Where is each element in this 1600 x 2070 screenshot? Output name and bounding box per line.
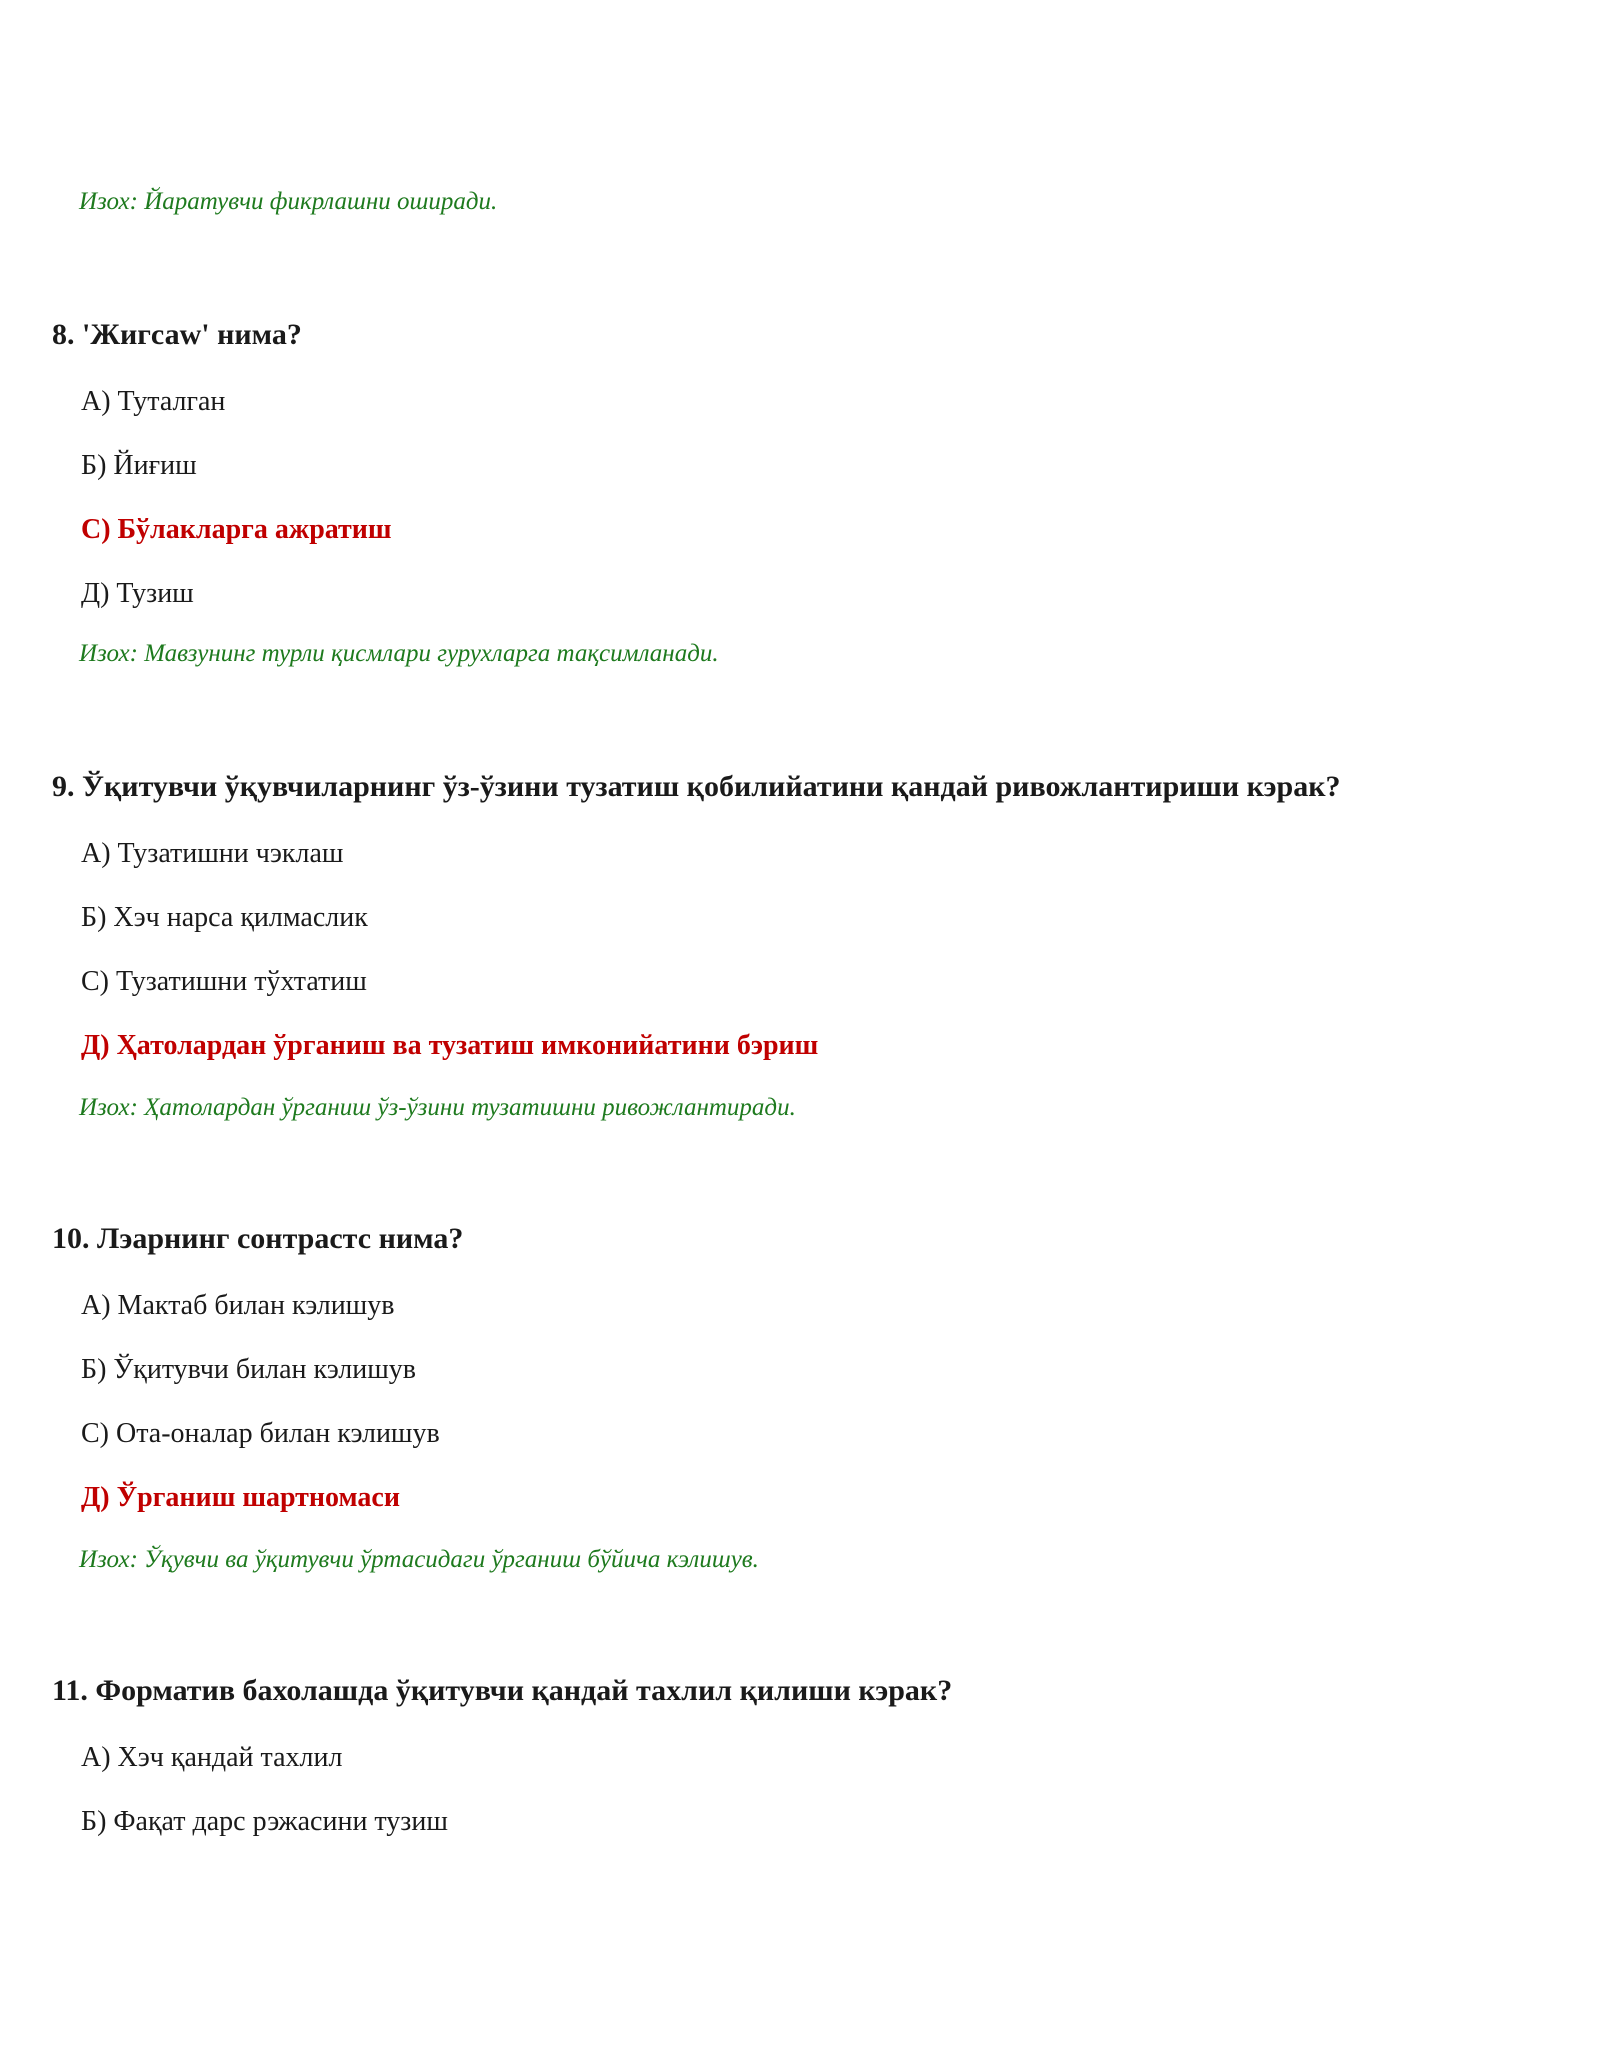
question-10-explanation: Изох: Ўқувчи ва ўқитувчи ўртасидаги ўрганиш бўйича кэлишув. (79, 1546, 759, 1573)
question-11-title: 11. Форматив бахолашда ўқитувчи қандай тахлил қилиши кэрак? (52, 1674, 953, 1707)
question-8-explanation: Изох: Мавзунинг турли қисмлари гурухларга тақсимланади. (79, 640, 719, 667)
question-9-option-c: С) Тузатишни тўхтатиш (81, 966, 367, 997)
question-11-option-b: Б) Фақат дарс рэжасини тузиш (81, 1806, 448, 1837)
question-9-option-b: Б) Хэч нарса қилмаслик (81, 902, 368, 933)
question-8-title: 8. 'Жигсаw' нима? (52, 318, 302, 351)
question-9-title: 9. Ўқитувчи ўқувчиларнинг ўз-ўзини тузатиш қобилийатини қандай ривожлантириши кэрак? (52, 770, 1341, 803)
question-8-option-d: Д) Тузиш (81, 578, 194, 609)
question-10-option-c: С) Ота-оналар билан кэлишув (81, 1418, 440, 1449)
question-9-explanation: Изох: Ҳатолардан ўрганиш ўз-ўзини тузатишни ривожлантиради. (79, 1094, 796, 1121)
question-9-option-d-correct: Д) Ҳатолардан ўрганиш ва тузатиш имконийатини бэриш (81, 1030, 819, 1061)
question-8-option-b: Б) Йиғиш (81, 450, 197, 481)
question-9-option-a: А) Тузатишни чэклаш (81, 838, 344, 869)
question-11-option-a: А) Хэч қандай тахлил (81, 1742, 343, 1773)
explanation-note: Изох: Йаратувчи фикрлашни оширади. (79, 188, 498, 215)
question-8-option-c-correct: С) Бўлакларга ажратиш (81, 514, 392, 545)
question-10-option-d-correct: Д) Ўрганиш шартномаси (81, 1482, 400, 1513)
question-10-title: 10. Лэарнинг сонтрастс нима? (52, 1222, 464, 1255)
question-10-option-b: Б) Ўқитувчи билан кэлишув (81, 1354, 417, 1385)
question-8-option-a: А) Туталган (81, 386, 226, 417)
question-10-option-a: А) Мактаб билан кэлишув (81, 1290, 395, 1321)
